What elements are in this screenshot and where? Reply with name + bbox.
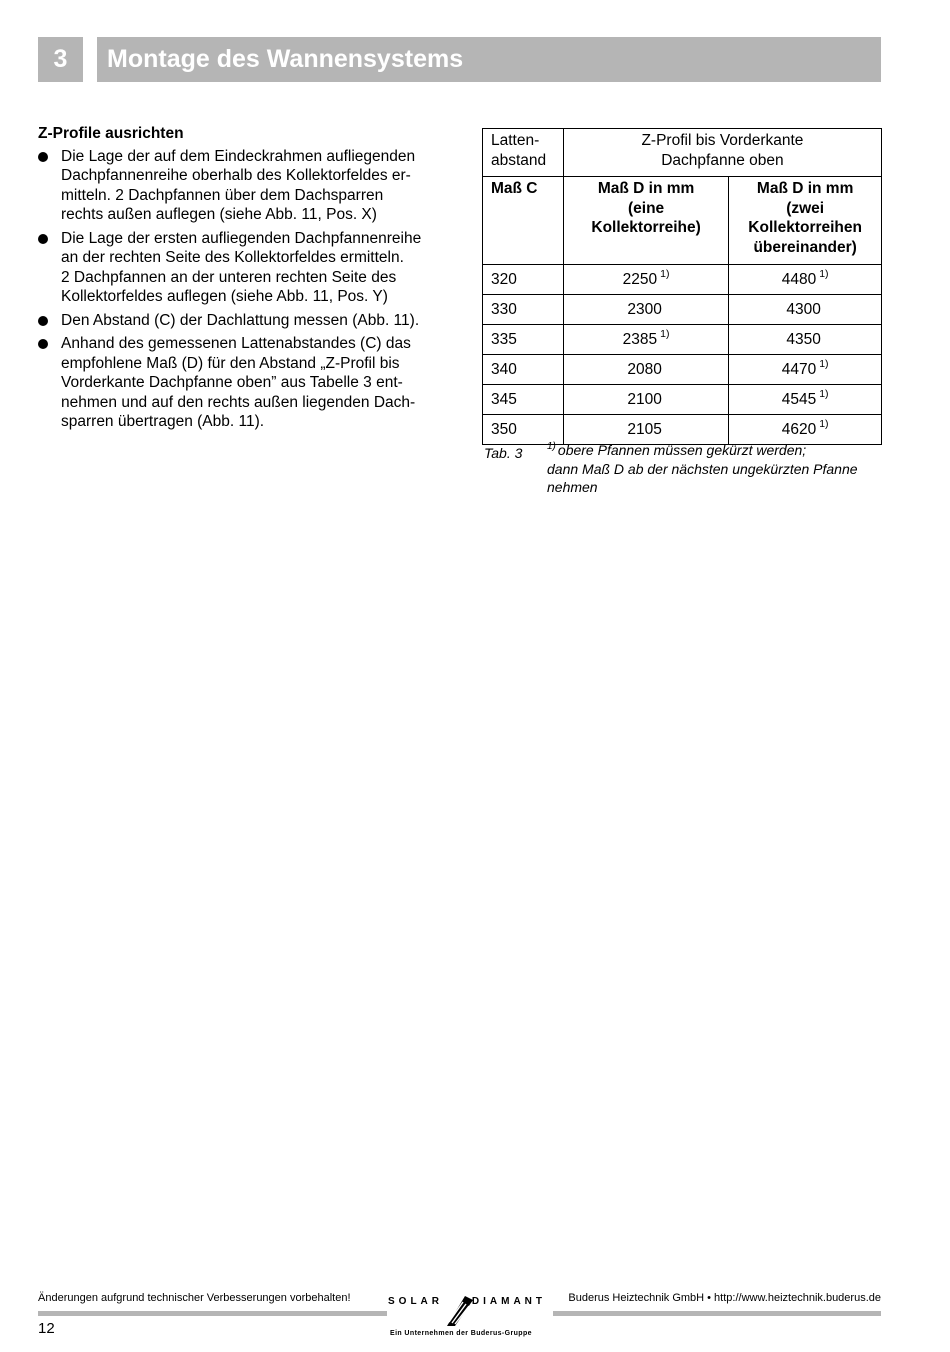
table-row: [483, 325, 882, 355]
table-row: [483, 385, 882, 415]
table-row: [483, 295, 882, 325]
footnote-ref: 1): [819, 418, 829, 431]
header-z-profil: Z-Profil bis Vorderkante Dachpfanne oben: [563, 129, 881, 177]
cell-mass-d1: 2385 $^{1)}$: [563, 325, 728, 355]
list-item: [38, 229, 443, 307]
bullet-text: Die Lage der ersten aufliegenden Dachpfannenreihe an der rechten Seite des Kollektorfeldes ermitteln. 2 Dachpfannen an der unteren rechten Seite des Kollektorfeldes auflegen (siehe Abb. 11, Pos. Y): [61, 229, 422, 305]
footer-rule-right: [553, 1311, 881, 1316]
footnote: [547, 441, 892, 497]
footnote-ref: 1): [660, 328, 670, 341]
cell-mass-d2: 4545 $^{1)}$: [729, 385, 882, 415]
bullet-text: Den Abstand (C) der Dachlattung messen (Abb. 11).: [61, 311, 420, 329]
cell-mass-d2: 4620 $^{1)}$: [729, 415, 882, 445]
bullet-text: Die Lage der auf dem Eindeckrahmen aufliegenden Dachpfannenreihe oberhalb des Kollektorfeldes er- mitteln. 2 Dachpfannen über dem Dachsparren rechts außen auflegen (siehe Abb. 11, Pos. X): [61, 147, 416, 223]
bullet-list: [38, 147, 443, 432]
cell-mass-c: 335: [483, 325, 564, 355]
cell-mass-c: 340: [483, 355, 564, 385]
header-mass-d-one-row: Maß D in mm (eine Kollektorreihe): [563, 177, 728, 265]
table-row: [483, 415, 882, 445]
footnote-text: obere Pfannen müssen gekürzt werden; dann Maß D ab der nächsten ungekürzten Pfanne nehmen: [547, 442, 858, 495]
footnote-ref: 1): [819, 268, 829, 281]
chapter-number: 3: [38, 37, 83, 82]
cell-mass-d2: 4350: [729, 325, 882, 355]
chapter-title: Montage des Wannensystems: [97, 37, 881, 82]
header-lattenabstand: Latten- abstand: [483, 129, 564, 177]
logo-subtitle: Ein Unternehmen der Buderus-Gruppe: [390, 1330, 532, 1337]
dimension-table: [482, 128, 882, 445]
diamond-logo-icon: [443, 1292, 475, 1328]
header-mass-d-two-rows: Maß D in mm (zwei Kollektorreihen übereinander): [729, 177, 882, 265]
table-subheader-row: [483, 177, 882, 265]
header-mass-c: Maß C: [483, 177, 564, 265]
table-header-row: [483, 129, 882, 177]
cell-mass-d2: 4480 $^{1)}$: [729, 265, 882, 295]
footer-company: Buderus Heiztechnik GmbH • http://www.heiztechnik.buderus.de: [568, 1292, 881, 1304]
cell-mass-d1: 2250 $^{1)}$: [563, 265, 728, 295]
cell-mass-c: 345: [483, 385, 564, 415]
cell-mass-d1: 2300: [563, 295, 728, 325]
cell-mass-d1: 2080: [563, 355, 728, 385]
caption-label: Tab. 3: [484, 445, 523, 461]
cell-mass-c: 350: [483, 415, 564, 445]
list-item: [38, 147, 443, 225]
solar-diamant-logo: [388, 1292, 546, 1342]
list-item: [38, 334, 443, 432]
footnote-ref: 1): [819, 388, 829, 401]
table-row: [483, 355, 882, 385]
footnote-ref: 1): [660, 268, 670, 281]
cell-mass-c: 320: [483, 265, 564, 295]
cell-mass-d1: 2105: [563, 415, 728, 445]
section-heading: Z-Profile ausrichten: [38, 125, 184, 142]
footer-disclaimer: Änderungen aufgrund technischer Verbesserungen vorbehalten!: [38, 1292, 351, 1304]
footnote-ref: 1): [819, 358, 829, 371]
cell-mass-d2: 4470 $^{1)}$: [729, 355, 882, 385]
bullet-icon: [38, 316, 48, 326]
bullet-icon: [38, 339, 48, 349]
bullet-icon: [38, 152, 48, 162]
cell-mass-d1: 2100: [563, 385, 728, 415]
page-number: 12: [38, 1320, 55, 1337]
instructions-section: [38, 124, 443, 436]
logo-word-diamant: DIAMANT: [471, 1296, 546, 1307]
footer-rule-left: [38, 1311, 387, 1316]
table-row: [483, 265, 882, 295]
cell-mass-c: 330: [483, 295, 564, 325]
bullet-text: Anhand des gemessenen Lattenabstandes (C) das empfohlene Maß (D) für den Abstand „Z-Profil bis Vorderkante Dachpfanne oben” aus Tabelle 3 ent- nehmen und auf den rechts außen liegenden Dach- sparren übertragen (Abb. 11).: [61, 335, 416, 430]
bullet-icon: [38, 234, 48, 244]
cell-mass-d2: 4300: [729, 295, 882, 325]
logo-word-solar: SOLAR: [388, 1296, 443, 1307]
footnote-mark: 1): [547, 441, 556, 453]
list-item: [38, 311, 443, 331]
